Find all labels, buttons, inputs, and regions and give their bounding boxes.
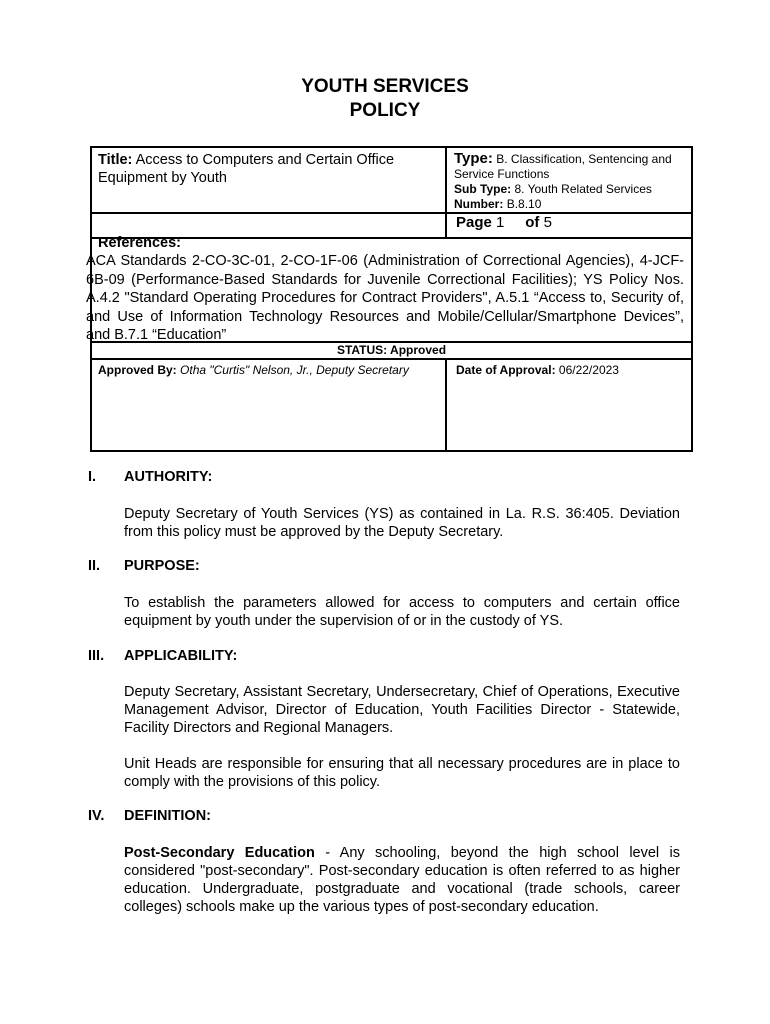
section-label: APPLICABILITY: — [124, 648, 238, 664]
section-label: DEFINITION: — [124, 808, 211, 824]
table-divider — [92, 212, 691, 214]
policy-info-table — [86, 146, 693, 452]
definition-text: - Any schooling, beyond the high school level is considered "post-secondary". Post-secondary education is often referred to as higher education. Undergraduate, postgraduate and vocational (trade schools, career colleges) schools make up the various types of post-secondary education. — [124, 845, 680, 915]
type-value: B. Classification, Sentencing and Service Functions — [454, 152, 672, 181]
subtype-label: Sub Type: — [454, 182, 512, 196]
subtype-value: 8. Youth Related Services — [514, 182, 652, 196]
date-of-approval — [456, 363, 619, 377]
section-number: III. — [88, 648, 105, 664]
header-line-1: YOUTH SERVICES — [301, 76, 469, 97]
status-text: STATUS: Approved — [336, 343, 447, 357]
section-number: II. — [88, 558, 101, 574]
title-label: Title: — [98, 152, 133, 168]
table-divider — [92, 358, 691, 360]
page-indicator — [456, 214, 552, 231]
date-label: Date of Approval: — [456, 363, 556, 377]
page-total: 5 — [543, 214, 552, 231]
title-value: Access to Computers and Certain Office Equipment by Youth — [98, 152, 395, 186]
section-label: PURPOSE: — [124, 558, 200, 574]
section-text-purpose: To establish the parameters allowed for access to computers and certain office equipment by youth under the supervision of or in the custody of YS. — [124, 595, 680, 629]
date-value: 06/22/2023 — [558, 363, 619, 377]
page-number: 1 — [496, 214, 505, 231]
references-text: ACA Standards 2-CO-3C-01, 2-CO-1F-06 (Administration of Correctional Agencies), 4-JCF-6B-09 (Performance-Based Standards for Juvenile Correctional Facilities); YS Policy Nos. A.4.2 "Standard Operating Procedures for Contract Providers", A.5.1 “Access to, Security of, and Use of Information Technology Resources and Mobile/Cellular/Smartphone Devices”, and B.7.1 “Education” — [86, 253, 684, 343]
section-label: AUTHORITY: — [124, 469, 213, 485]
section-number: IV. — [88, 808, 105, 824]
of-label: of — [525, 214, 540, 231]
definition-paragraph — [124, 844, 680, 916]
type-label: Type: — [454, 150, 493, 167]
number-label: Number: — [454, 197, 504, 211]
approved-by — [98, 363, 409, 377]
definition-term: Post-Secondary Education — [124, 845, 315, 861]
approved-value: Otha "Curtis" Nelson, Jr., Deputy Secretary — [180, 363, 409, 377]
table-divider — [445, 148, 447, 238]
page-label: Page — [456, 214, 492, 231]
type-cell — [454, 151, 690, 212]
section-text-authority: Deputy Secretary of Youth Services (YS) as contained in La. R.S. 36:405. Deviation from this policy must be approved by the Deputy Secretary. — [124, 506, 680, 540]
number-value: B.8.10 — [506, 197, 542, 211]
references-label: References: — [98, 235, 182, 251]
approved-label: Approved By: — [98, 363, 177, 377]
section-text-applicability: Deputy Secretary, Assistant Secretary, Undersecretary, Chief of Operations, Executive Management Advisor, Director of Education, Youth Facilities Director - Statewide, Facility Directors and Regional Managers. — [124, 684, 680, 736]
title-cell — [98, 151, 443, 187]
section-text-unit-heads: Unit Heads are responsible for ensuring that all necessary procedures are in place to comply with the provisions of this policy. — [124, 756, 680, 790]
table-divider — [92, 237, 691, 239]
header-line-2: POLICY — [349, 100, 421, 121]
section-number: I. — [88, 469, 97, 485]
table-divider — [445, 358, 447, 450]
